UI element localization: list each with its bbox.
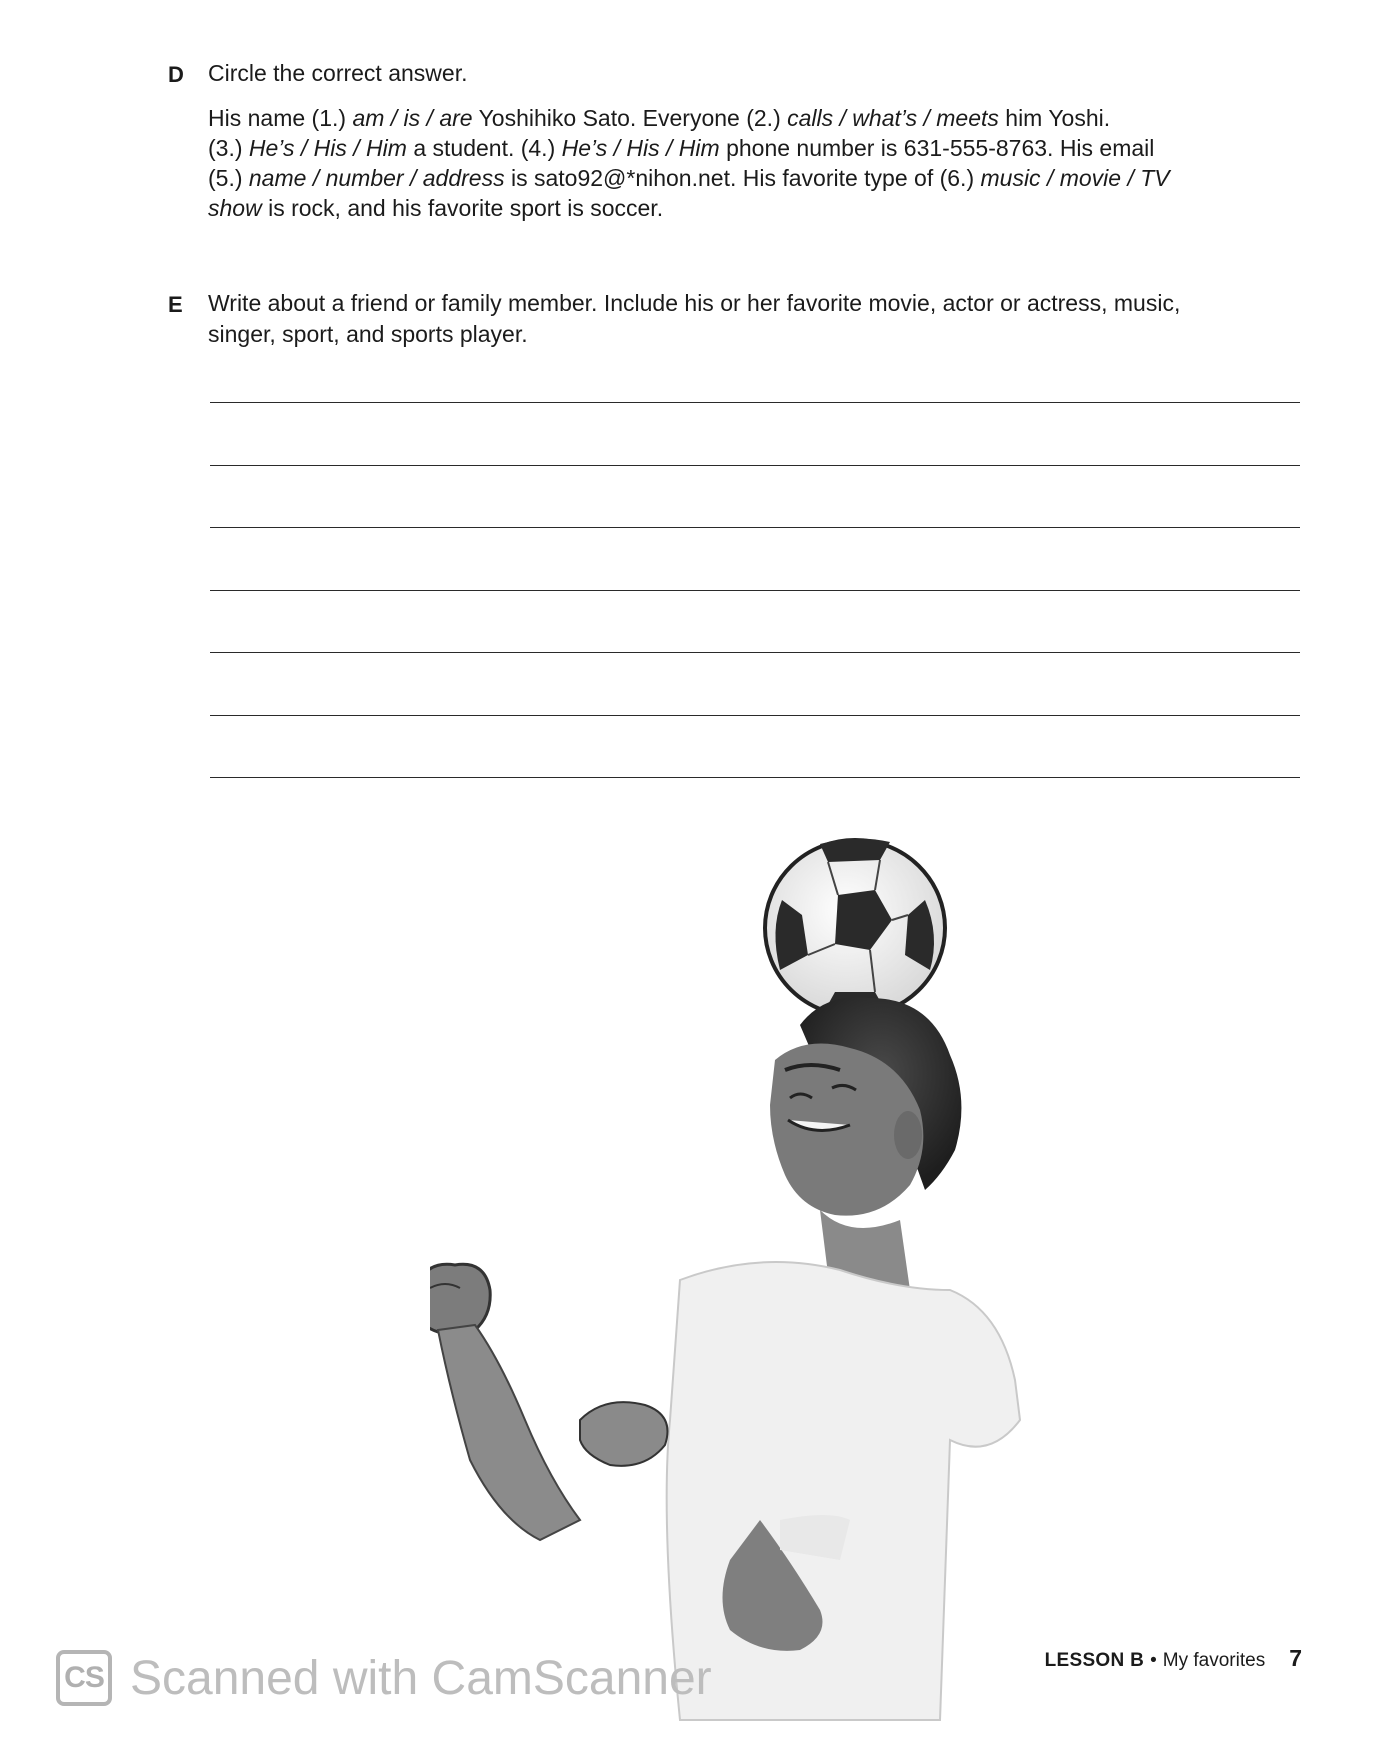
camscanner-text: Scanned with CamScanner [130,1651,712,1705]
raised-fist [430,1264,580,1540]
paragraph-text: a student. (4.) [406,135,562,161]
answer-options[interactable]: He’s / His / Him [561,135,720,161]
answer-line[interactable] [210,652,1300,653]
paragraph-text: him Yoshi. [998,105,1111,131]
footer-separator: • [1150,1650,1157,1671]
answer-line[interactable] [210,527,1300,528]
paragraph-text: (3.) [208,135,249,161]
answer-line[interactable] [210,590,1300,591]
section-e-instruction-line-1: Write about a friend or family member. Include his or her favorite movie, actor or actress, music, [208,290,1181,316]
answer-line[interactable] [210,402,1300,403]
paragraph-text: Yoshihiko Sato. Everyone (2.) [472,105,788,131]
paragraph-text: His name (1.) [208,105,353,131]
section-e-instruction-line-2: singer, sport, and sports player. [208,321,528,347]
answer-line[interactable] [210,715,1300,716]
section-d-instruction: Circle the correct answer. [208,60,468,86]
footer-topic: My favorites [1162,1650,1266,1671]
camscanner-watermark [56,1650,712,1706]
answer-options[interactable]: name / number / address [248,165,505,191]
answer-options[interactable]: He’s / His / Him [248,135,407,161]
answer-options[interactable]: am / is / are [352,105,473,131]
answer-options[interactable]: show [208,195,262,221]
page-footer [1045,1645,1302,1672]
paragraph-text: (5.) [208,165,249,191]
paragraph-text: is rock, and his favorite sport is soccer. [261,195,664,221]
paragraph-text: phone number is 631-555-8763. His email [719,135,1155,161]
answer-options[interactable]: music / movie / TV [980,165,1170,191]
answer-line[interactable] [210,465,1300,466]
page-number: 7 [1289,1645,1302,1671]
section-d-paragraph [208,103,1248,223]
soccer-player-photo [430,820,1050,1760]
section-e-letter: E [168,292,183,317]
answer-line[interactable] [210,777,1300,778]
section-d-letter: D [168,62,184,87]
answer-options[interactable]: calls / what’s / meets [787,105,999,131]
paragraph-text: is sato92@*nihon.net. His favorite type of (6.) [504,165,981,191]
footer-lesson-label: LESSON B [1044,1650,1145,1671]
camscanner-logo-icon: CS [56,1650,112,1706]
soccer-ball [765,838,945,1016]
